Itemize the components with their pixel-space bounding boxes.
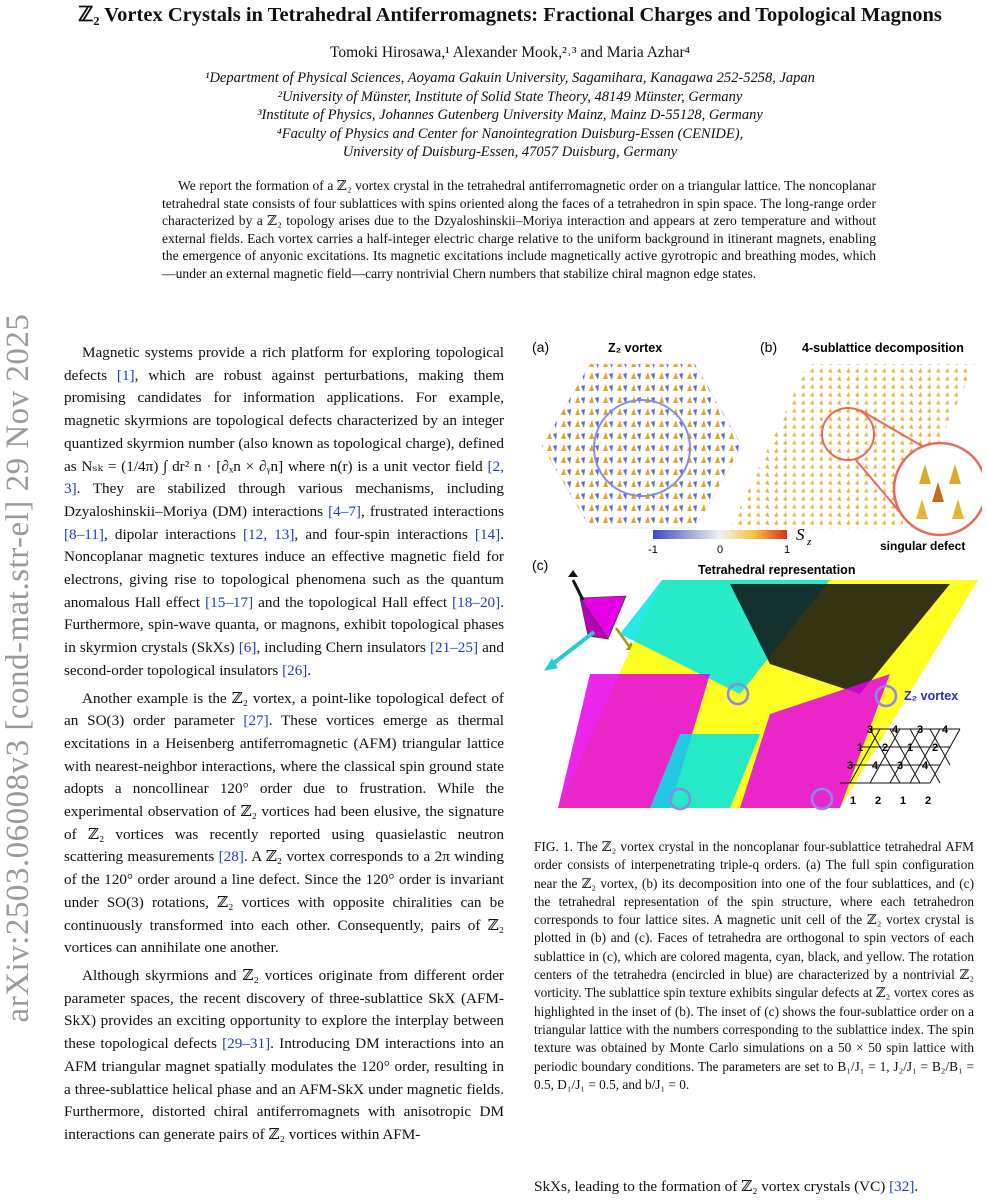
citation-link[interactable]: [27] bbox=[243, 712, 269, 730]
panel-c-letter: (c) bbox=[532, 557, 549, 573]
affiliations bbox=[40, 69, 980, 162]
panel-b-letter: (b) bbox=[760, 339, 778, 355]
figure-1 bbox=[530, 334, 982, 824]
citation-link[interactable]: [32] bbox=[889, 1178, 915, 1195]
colorbar-tick-max: 1 bbox=[783, 544, 791, 556]
citation-link[interactable]: [8–11] bbox=[64, 525, 104, 543]
panel-a-title: Z₂ vortex bbox=[608, 341, 663, 355]
abstract: We report the formation of a ℤ₂ vortex crystal in the tetrahedral antiferromagnetic order on a triangular lattice. The noncoplanar tetrahedral state consists of four sublattices with spins oriented along the faces of a tetrahedron in spin space. The long-range order characterized by a ℤ₂ topology arises due to the Dzyaloshinskii–Moriya interaction and appears at zero temperature and without external fields. Each vortex carries a half-integer electric charge relative to the uniform background in itinerant magnets, enabling the emergence of anyonic excitations. Its magnetic excitations include magnetically active gyrotropic and breathing modes, which—under an external magnetic field—carry nontrivial Chern numbers that stabilize chiral magnon edge states. bbox=[162, 178, 876, 281]
svg-text:1: 1 bbox=[849, 795, 857, 807]
citation-link[interactable]: [26] bbox=[282, 661, 308, 679]
citation-link[interactable]: [2, 3] bbox=[64, 457, 504, 498]
paper-title: ℤ₂ Vortex Crystals in Tetrahedral Antiferromagnets: Fractional Charges and Topological Magnons bbox=[78, 4, 942, 26]
svg-text:2: 2 bbox=[931, 742, 939, 754]
citation-link[interactable]: [29–31] bbox=[222, 1035, 271, 1053]
paragraph-2 bbox=[64, 688, 504, 960]
body-text: , dipolar interactions bbox=[103, 525, 243, 543]
figure-1-graphic bbox=[530, 334, 982, 824]
right-column-text-body: SkXs, leading to the formation of ℤ₂ vortex crystals (VC) bbox=[534, 1178, 890, 1195]
svg-text:1: 1 bbox=[899, 795, 907, 807]
affiliation-4-cont: University of Duisburg-Essen, 47057 Duisburg, Germany bbox=[342, 144, 678, 161]
panel-a-hexagon bbox=[542, 364, 742, 528]
panel-c-vortex-label: Z₂ vortex bbox=[904, 689, 959, 703]
body-text: and second-order topological insulators bbox=[64, 639, 504, 679]
svg-text:2: 2 bbox=[874, 795, 882, 807]
colorbar-label-sub: z bbox=[807, 536, 812, 548]
svg-text:2: 2 bbox=[881, 742, 889, 754]
paragraph-1 bbox=[64, 342, 504, 683]
citation-link[interactable]: [28] bbox=[218, 848, 244, 866]
svg-text:4: 4 bbox=[921, 760, 929, 772]
panel-a-letter: (a) bbox=[532, 339, 550, 355]
arxiv-stamp: arXiv:2503.06008v3 [cond-mat.str-el] 29 Nov 2025 bbox=[0, 313, 36, 1023]
svg-text:4: 4 bbox=[871, 760, 879, 772]
citation-link[interactable]: [1] bbox=[116, 366, 135, 384]
body-text: and the topological Hall effect bbox=[253, 593, 453, 611]
tetrahedron-legend bbox=[544, 570, 636, 671]
colorbar-label: S bbox=[796, 525, 805, 544]
colorbar bbox=[653, 530, 787, 539]
svg-text:3: 3 bbox=[866, 724, 874, 736]
colorbar-tick-min: -1 bbox=[648, 544, 658, 556]
svg-text:1: 1 bbox=[906, 742, 914, 754]
body-text: . Noncoplanar magnetic textures induce an effective magnetic field for electrons, giving rise to topological phenomena such as the quantum anomalous Hall effect bbox=[64, 525, 504, 611]
svg-text:4: 4 bbox=[891, 724, 899, 736]
citation-link[interactable]: [18–20] bbox=[452, 593, 501, 611]
panel-c-title: Tetrahedral representation bbox=[698, 563, 856, 577]
affiliation-2: ²University of Münster, Institute of Solid State Theory, 48149 Münster, Germany bbox=[277, 88, 743, 105]
citation-link[interactable]: [6] bbox=[238, 639, 257, 657]
body-text: . bbox=[307, 661, 312, 679]
svg-text:4: 4 bbox=[941, 724, 949, 736]
body-text: . A ℤ₂ vortex corresponds to a 2π winding of the 120° order around a line defect. Since the 120° order is invariant under SO(3) rotations, ℤ₂ vortices with opposite chiralities can be continuously transformed into each other. Consequently, pairs of ℤ₂ vortices can annihilate one another. bbox=[64, 848, 504, 957]
svg-text:3: 3 bbox=[916, 724, 924, 736]
body-text: . Introducing DM interactions into an AFM triangular magnet spatially modulates the 120° order, resulting in a three-sublattice helical phase and an AFM-SkX under magnetic fields. Furthermore, distorted chiral antiferromagnets with anisotropic DM interactions can generate pairs of ℤ₂ vortices within AFM- bbox=[64, 1035, 504, 1143]
author-list: Tomoki Hirosawa,¹ Alexander Mook,²˒³ and Maria Azhar⁴ bbox=[329, 44, 691, 61]
svg-text:1: 1 bbox=[856, 742, 864, 754]
body-text: . These vortices emerge as thermal excitations in a Heisenberg antiferromagnetic (AFM) triangular lattice with nearest-neighbor interactions, where the classical spin ground state adopts a noncollinear 120° order due to frustration. While the experimental observation of ℤ₂ vortices had been elusive, the signature of ℤ₂ vortices was recently reported using quasielastic neutron scattering measurements bbox=[64, 712, 504, 866]
citation-link[interactable]: [12, 13] bbox=[243, 525, 295, 543]
citation-link[interactable]: [14] bbox=[474, 525, 501, 543]
citation-link[interactable]: [15–17] bbox=[205, 593, 254, 611]
svg-text:2: 2 bbox=[924, 795, 932, 807]
body-text: , which are robust against perturbations, making them promising candidates for information applications. For example, magnetic skyrmions are topological defects characterized by an integer quantized skyrmion number (also known as topological charge), defined as Nₛₖ = (1/4π) ∫ dr² n · [∂ₓn × ∂ᵧn] where n(r) is a unit vector field bbox=[64, 366, 505, 475]
citation-link[interactable]: [21–25] bbox=[429, 639, 479, 657]
panel-b-title: 4-sublattice decomposition bbox=[802, 341, 964, 355]
right-column-text bbox=[534, 1177, 974, 1196]
singular-defect-label: singular defect bbox=[880, 539, 966, 553]
body-text: , frustrated interactions bbox=[361, 502, 504, 520]
svg-text:3: 3 bbox=[896, 760, 904, 772]
colorbar-tick-mid: 0 bbox=[716, 544, 724, 556]
affiliation-4: ⁴Faculty of Physics and Center for Nanointegration Duisburg-Essen (CENIDE), bbox=[276, 125, 744, 142]
body-text: Magnetic systems provide a rich platform for exploring topological defects bbox=[64, 344, 504, 384]
body-text: , including Chern insulators bbox=[256, 639, 430, 657]
paragraph-3 bbox=[64, 965, 504, 1147]
body-text: . They are stabilized through various mechanisms, including Dzyaloshinskii–Moriya (DM) interactions bbox=[64, 480, 504, 520]
svg-text:3: 3 bbox=[846, 760, 854, 772]
body-left-column bbox=[64, 342, 504, 1152]
body-text: . Furthermore, spin-wave quanta, or magnons, exhibit topological phases in skyrmion crystals (SkXs) bbox=[64, 593, 504, 657]
citation-link[interactable]: [4–7] bbox=[328, 502, 361, 520]
body-text: Although skyrmions and ℤ₂ vortices originate from different order parameter spaces, the recent discovery of three-sublattice SkX (AFM-SkX) provides an exciting opportunity to explore the interplay between these topological defects bbox=[64, 966, 504, 1053]
affiliation-1: ¹Department of Physical Sciences, Aoyama Gakuin University, Sagamihara, Kanagawa 252-5258, Japan bbox=[205, 70, 815, 86]
body-text: , and four-spin interactions bbox=[294, 525, 475, 543]
right-column-text-end: . bbox=[914, 1178, 919, 1195]
body-text: Another example is the ℤ₂ vortex, a point-like topological defect of an SO(3) order parameter bbox=[64, 689, 504, 730]
figure-1-caption: FIG. 1. The ℤ₂ vortex crystal in the noncoplanar four-sublattice tetrahedral AFM order consists of interpenetrating triple-q orders. (a) The full spin configuration near the ℤ₂ vortex, (b) its decomposition into one of the four sublattices, and (c) the tetrahedral representation of the spin structure, where each tetrahedron corresponds to four lattice sites. A magnetic unit cell of the ℤ₂ vortex crystal is plotted in (b) and (c). Faces of tetrahedra are orthogonal to spin vectors of each sublattice in (c), which are colored magenta, cyan, black, and yellow. The rotation centers of the tetrahedra (encircled in blue) are characterized by a nontrivial ℤ₂ vorticity. The sublattice spin texture exhibits singular defects at ℤ₂ vortex cores as highlighted in the inset of (b). The inset of (c) shows the four-sublattice order on a triangular lattice with the numbers corresponding to the sublattice index. The spin texture was obtained by Monte Carlo simulations on a 50 × 50 spin lattice with periodic boundary conditions. The parameters are set to B₁/J₁ = 1, J₂/J₁ = B₂/B₁ = 0.5, D₁/J₁ = 0.5, and b/J₁ = 0. bbox=[534, 839, 974, 1092]
affiliation-3: ³Institute of Physics, Johannes Gutenberg University Mainz, Mainz D-55128, Germany bbox=[257, 107, 763, 124]
